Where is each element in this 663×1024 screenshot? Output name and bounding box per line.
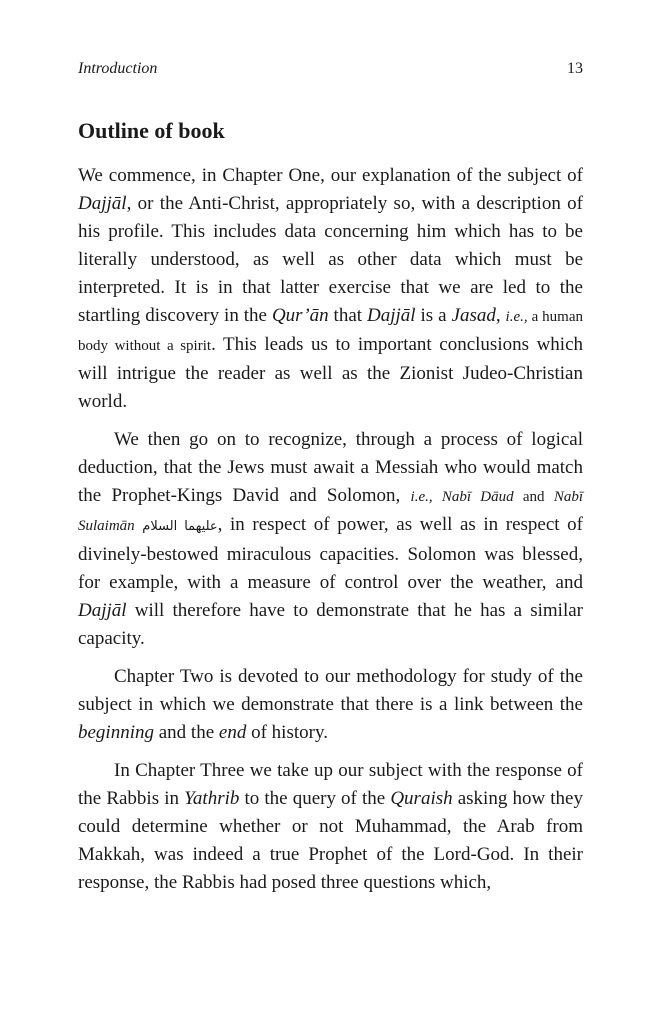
italic-term: Yathrib [184, 788, 240, 809]
text-run: , or the Anti-Christ, appropriately so, with a description of his profile. This includes data concerning him which has to be literally understood, as well as other data which must be interpreted. It is in that latter exercise that we are led to the startling discovery in the [78, 193, 583, 326]
text-run: Chapter Two is devoted to our methodology for study of the subject in which we demonstrate that there is a link between the [78, 666, 583, 715]
paragraph-4 [78, 757, 583, 897]
text-run: We then go on to recognize, through a process of logical deduction, that the Jews must await a Messiah who would match the Prophet-Kings David and Solomon, [78, 429, 583, 506]
italic-term: i.e., [505, 309, 528, 325]
text-run: is a [415, 305, 452, 326]
text-run: asking how they could determine whether or not Muhammad, the Arab from Makkah, was indeed a true Prophet of the Lord-God. In their response, the Rabbis had posed three questions which, [78, 788, 583, 893]
body-text [78, 162, 583, 907]
paragraph-3 [78, 663, 583, 747]
paragraph-1 [78, 162, 583, 416]
italic-term: Nabī Sulaimān [78, 489, 583, 534]
text-run: , [495, 305, 506, 326]
text-run: . This leads us to important conclusions which will intrigue the reader as well as the Zionist Judeo-Christian world. [78, 334, 584, 412]
small-text-run: and [513, 489, 554, 505]
running-header-section: Introduction [78, 60, 158, 77]
italic-term: Dajjāl [366, 305, 416, 326]
text-run: to the query of the [239, 788, 391, 809]
text-run: will therefore have to demonstrate that he has a similar capacity. [78, 600, 583, 649]
text-run: of history. [246, 722, 328, 743]
text-run: In Chapter Three we take up our subject with the response of the Rabbis in [78, 760, 583, 809]
text-run: that [328, 305, 367, 326]
page-number: 13 [567, 60, 583, 77]
italic-term: Quraish [390, 788, 453, 809]
paragraph-2 [78, 426, 583, 653]
running-header [78, 60, 583, 82]
italic-term: Dajjāl [78, 600, 127, 621]
italic-term: end [218, 722, 247, 743]
italic-term: beginning [78, 722, 154, 743]
italic-term: Qur’ān [271, 305, 329, 326]
section-title: Outline of book [78, 118, 225, 143]
italic-term: Jasad [451, 305, 496, 326]
text-run: , in respect of power, as well as in respect of divinely-bestowed miraculous capacities. Solomon was blessed, for example, with a measure of control over the weather, and [78, 514, 583, 593]
arabic-honorific: عليهما السلام [142, 519, 218, 534]
italic-term: Dajjāl [78, 193, 127, 214]
italic-term: i.e., Nabī Dāud [410, 489, 514, 505]
text-run: and the [154, 722, 219, 743]
text-run: We commence, in Chapter One, our explanation of the subject of [78, 165, 583, 186]
small-text-run: a human body without a spirit [78, 309, 584, 354]
